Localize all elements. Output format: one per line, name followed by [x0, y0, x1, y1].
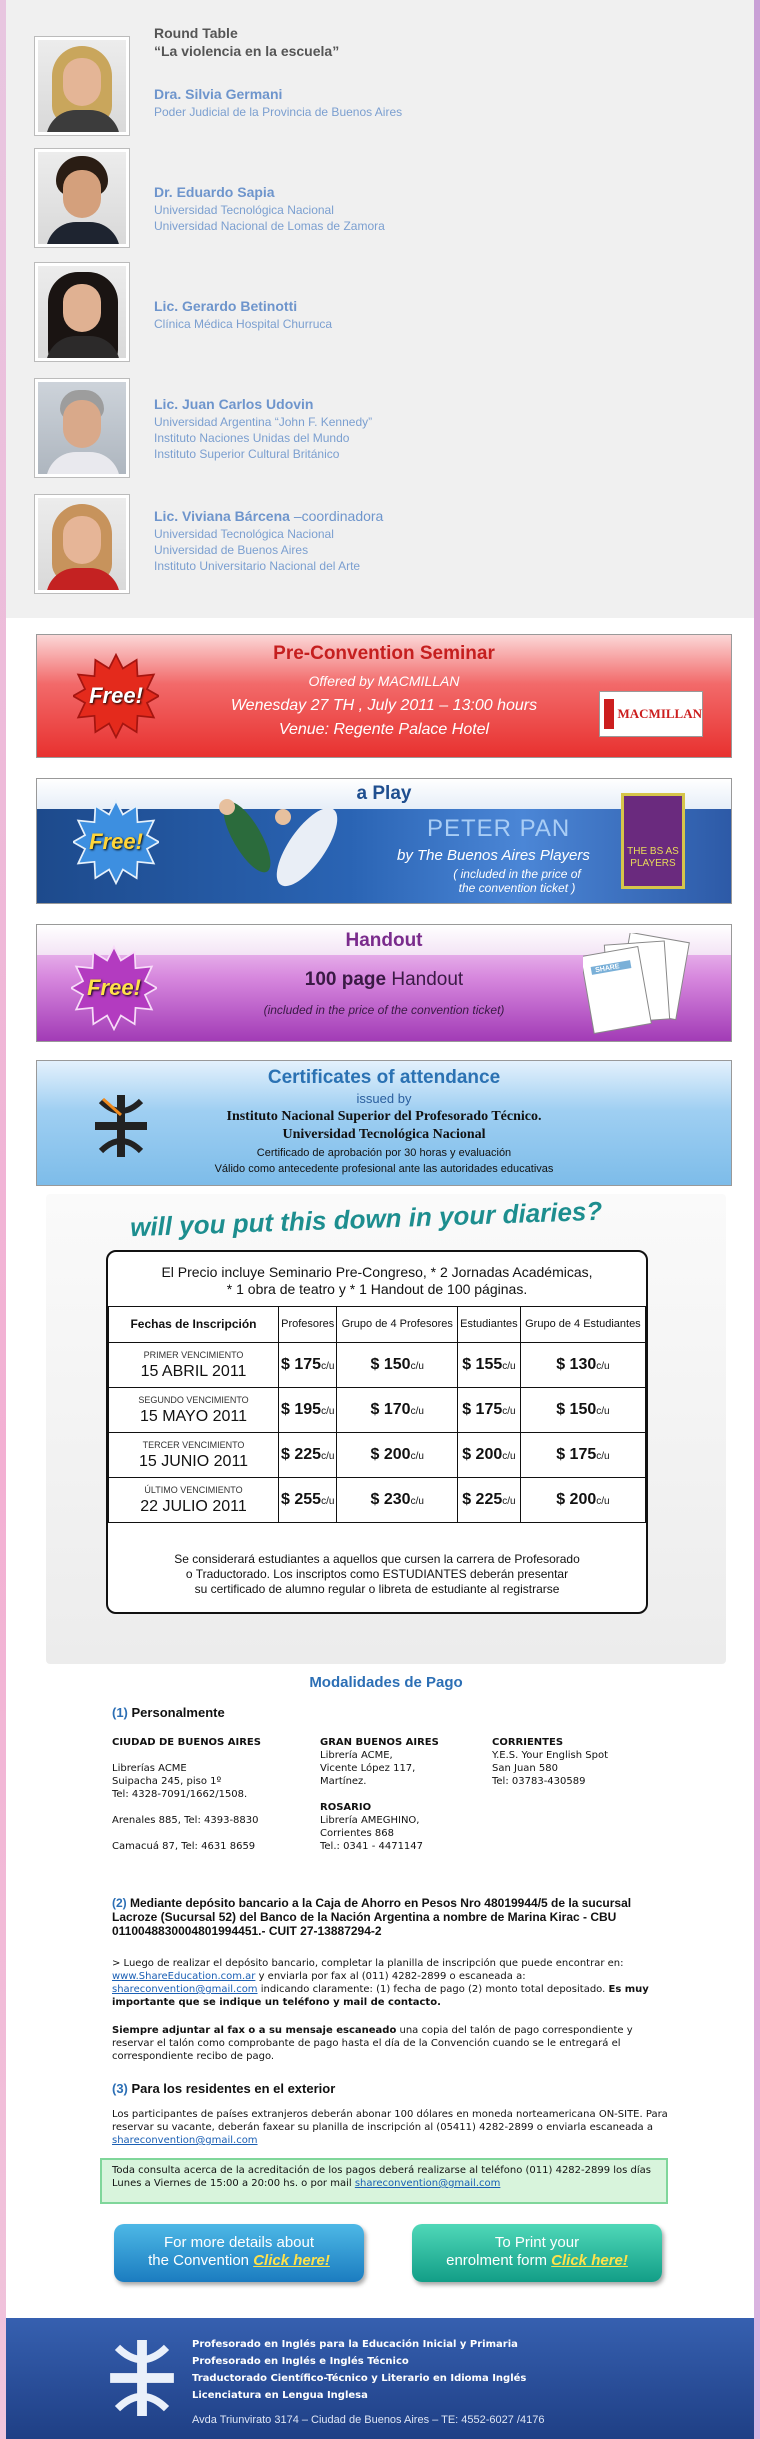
right-edge-decoration: [754, 0, 760, 2439]
speaker-name: Dr. Eduardo Sapia: [154, 184, 275, 200]
speaker-photo-udovin: [34, 378, 130, 478]
handout-banner: [36, 924, 732, 1042]
handout-cover-text: SHARE: [594, 963, 621, 975]
payment-method-2: (2) Mediante depósito bancario a la Caja de Ahorro en Pesos Nro 48019944/5 de la sucursal Lacroze (Sucursal 52) del Banco de la Nación Argentina a nombre de Marina Kirac - CBU 0110048830004801994451.- CUIT 27-13887294-2: [112, 1896, 632, 1938]
speaker-affiliation: Universidad Argentina “John F. Kennedy”: [154, 415, 373, 429]
speaker-info-sapia: [154, 184, 385, 234]
foreign-residents-instructions: Los participantes de países extranjeros deberán abonar 100 dólares en moneda norteamericana ON-SITE. Para reservar su vacante, deberán faxear su planilla de inscripción al (05411) 4282-2899 o enviarla escaneada a shareconvention@gmail.com: [112, 2109, 668, 2146]
speaker-name: Dra. Silvia Germani: [154, 86, 283, 102]
price-cell: $ 225c/u: [458, 1478, 521, 1523]
seminar-banner: [36, 634, 732, 758]
play-title: PETER PAN: [427, 815, 571, 842]
seminar-date: Wenesday 27 TH , July 2011 – 13:00 hours: [230, 697, 538, 714]
certificates-banner: [36, 1060, 732, 1186]
macmillan-logo: MACMILLAN: [599, 691, 703, 737]
round-table-subtitle: “La violencia en la escuela”: [154, 43, 340, 59]
table-header-row: [109, 1307, 646, 1343]
round-table-title: Round Table: [154, 25, 238, 41]
price-cell: $ 255c/u: [279, 1478, 337, 1523]
speaker-name: Lic. Juan Carlos Udovin: [154, 396, 314, 412]
share-education-link[interactable]: www.ShareEducation.com.ar: [112, 1971, 256, 1982]
peter-pan-illustration: [187, 787, 377, 901]
play-banner: [36, 778, 732, 904]
speaker-info-udovin: [154, 396, 372, 462]
column-header: Grupo de 4 Estudiantes: [520, 1307, 645, 1343]
column-header: Estudiantes: [458, 1307, 521, 1343]
contact-note-box: Toda consulta acerca de la acreditación de los pagos deberá realizarse al teléfono (011) 4282-2899 los días Lunes a Viernes de 15:00 a 20:00 hs. o por mail shareconvention@gmail.com: [100, 2158, 668, 2204]
payment-heading: Modalidades de Pago: [309, 1674, 463, 1691]
handout-included: (included in the price of the convention ticket): [263, 1003, 505, 1017]
speaker-info-barcena: [154, 508, 383, 574]
deadline-cell: PRIMER VENCIMIENTO 15 ABRIL 2011: [109, 1343, 279, 1388]
pricing-intro: El Precio incluye Seminario Pre-Congreso, * 2 Jornadas Académicas, * 1 obra de teatro y * 1 Handout de 100 páginas.: [161, 1264, 593, 1297]
speaker-affiliation: Poder Judicial de la Provincia de Buenos Aires: [154, 105, 403, 119]
speaker-info-germani: [154, 86, 402, 120]
store-list-corrientes: CORRIENTES Y.E.S. Your English Spot San Juan 580 Tel: 03783-430589: [492, 1737, 609, 1787]
pricing-table: [108, 1306, 646, 1523]
price-cell: $ 150c/u: [520, 1388, 645, 1433]
payment-method-1: (1) Personalmente: [112, 1705, 225, 1720]
speaker-affiliation: Instituto Naciones Unidas del Mundo: [154, 431, 350, 445]
free-label: Free!: [89, 683, 143, 708]
deadline-cell: TERCER VENCIMIENTO 15 JUNIO 2011: [109, 1433, 279, 1478]
certificates-institute: Instituto Nacional Superior del Profesorado Técnico.: [226, 1109, 542, 1124]
store-list-gba: GRAN BUENOS AIRES Librería ACME, Vicente López 117, Martínez. ROSARIO Librería AMEGHINO, Corrientes 868 Tel.: 0341 - 4471147: [320, 1737, 439, 1852]
utn-logo: [110, 2340, 174, 2416]
free-starburst: [73, 799, 159, 885]
speaker-affiliation: Universidad Nacional de Lomas de Zamora: [154, 219, 385, 233]
students-note: Se considerará estudiantes a aquellos que cursen la carrera de Profesorado o Traductorado. Los inscriptos como ESTUDIANTES deberán presentar su certificado de alumno regular o libreta de estudiante al registrarse: [174, 1552, 580, 1596]
price-cell: $ 175c/u: [520, 1433, 645, 1478]
table-row: [109, 1388, 646, 1433]
print-enrolment-button[interactable]: To Print your enrolment form Click here!: [412, 2224, 662, 2282]
free-label: Free!: [89, 829, 143, 854]
click-here-link[interactable]: Click here!: [253, 2252, 330, 2269]
speaker-affiliation: Clínica Médica Hospital Churruca: [154, 317, 333, 331]
price-cell: $ 130c/u: [520, 1343, 645, 1388]
pricing-card: [106, 1250, 648, 1614]
speaker-affiliation: Universidad de Buenos Aires: [154, 543, 309, 557]
price-cell: $ 170c/u: [337, 1388, 458, 1433]
handout-heading: Handout: [345, 930, 423, 951]
price-cell: $ 200c/u: [458, 1433, 521, 1478]
email-link[interactable]: shareconvention@gmail.com: [112, 1984, 258, 1995]
speaker-affiliation: Universidad Tecnológica Nacional: [154, 203, 334, 217]
free-label: Free!: [87, 975, 141, 1000]
speaker-photo-germani: [34, 36, 130, 136]
price-cell: $ 175c/u: [458, 1388, 521, 1433]
price-cell: $ 225c/u: [279, 1433, 337, 1478]
price-cell: $ 195c/u: [279, 1388, 337, 1433]
speaker-info-betinotti: [154, 298, 332, 332]
email-link[interactable]: shareconvention@gmail.com: [354, 2178, 501, 2189]
round-table-section: [6, 0, 754, 618]
convention-details-button[interactable]: For more details about the Convention Click here!: [114, 2224, 364, 2282]
attach-receipt-instructions: Siempre adjuntar al fax o a su mensaje escaneado una copia del talón de pago correspondiente y reservar el talón como comprobante de pago hasta el día de la Convención cuando se le entregará el correspondiente recibo de pago.: [112, 2025, 633, 2062]
pricing-section: [46, 1194, 726, 1664]
footer-programs: Profesorado en Inglés para la Educación Inicial y Primaria Profesorado en Inglés e Inglés Técnico Traductorado Científico-Técnico y Literario en Idioma Inglés Licenciatura en Lengua Inglesa: [192, 2339, 527, 2401]
speaker-affiliation: Instituto Universitario Nacional del Arte: [154, 559, 361, 573]
play-heading: a Play: [356, 783, 412, 804]
speaker-photo-sapia: [34, 148, 130, 248]
certificates-validity: Válido como antecedente profesional ante las autoridades educativas: [214, 1163, 554, 1175]
certificates-university: Universidad Tecnológica Nacional: [282, 1127, 486, 1142]
deadline-cell: SEGUNDO VENCIMIENTO 15 MAYO 2011: [109, 1388, 279, 1433]
price-cell: $ 155c/u: [458, 1343, 521, 1388]
handout-pages-image: [583, 933, 695, 1035]
round-table-heading: [154, 24, 339, 60]
click-here-link[interactable]: Click here!: [551, 2252, 628, 2269]
certificates-heading: Certificates of attendance: [267, 1067, 501, 1088]
table-row: [109, 1478, 646, 1523]
certificates-hours: Certificado de aprobación por 30 horas y evaluación: [256, 1147, 512, 1159]
column-header: Fechas de Inscripción: [109, 1307, 279, 1343]
price-cell: $ 175c/u: [279, 1343, 337, 1388]
speaker-name: Lic. Gerardo Betinotti: [154, 298, 298, 314]
play-company: by The Buenos Aires Players: [397, 847, 590, 864]
seminar-offered: Offered by MACMILLAN: [308, 673, 460, 689]
handout-pages: 100 page Handout: [304, 969, 464, 990]
payment-method-3: (3) Para los residentes en el exterior: [112, 2081, 336, 2096]
speaker-affiliation: Universidad Tecnológica Nacional: [154, 527, 334, 541]
price-cell: $ 230c/u: [337, 1478, 458, 1523]
speaker-affiliation: Instituto Superior Cultural Británico: [154, 447, 340, 461]
column-header: Grupo de 4 Profesores: [337, 1307, 458, 1343]
bs-as-players-logo: THE BS AS PLAYERS: [621, 793, 685, 889]
speaker-photo-betinotti: [34, 262, 130, 362]
table-row: [109, 1433, 646, 1478]
footer-address: Avda Triunvirato 3174 – Ciudad de Buenos Aires – TE: 4552-6027 /4176: [192, 2414, 545, 2426]
pricing-headline: will you put this down in your diaries?: [129, 1195, 603, 1243]
certificates-issued: issued by: [356, 1091, 412, 1106]
speaker-photo-barcena: [34, 494, 130, 594]
footer: [6, 2318, 754, 2439]
email-link[interactable]: shareconvention@gmail.com: [112, 2135, 258, 2146]
store-list-caba: CIUDAD DE BUENOS AIRES Librerías ACME Suipacha 245, piso 1º Tel: 4328-7091/1662/1508. Arenales 885, Tel: 4393-8830 Camacuá 87, Tel: 4631 8659: [112, 1737, 261, 1852]
seminar-venue: Venue: Regente Palace Hotel: [278, 721, 490, 738]
deadline-cell: ÚLTIMO VENCIMIENTO 22 JULIO 2011: [109, 1478, 279, 1523]
price-cell: $ 150c/u: [337, 1343, 458, 1388]
price-cell: $ 200c/u: [520, 1478, 645, 1523]
seminar-heading: Pre-Convention Seminar: [273, 643, 495, 664]
play-included: ( included in the price of the convention ticket ): [453, 867, 581, 895]
deposit-instructions: > Luego de realizar el depósito bancario, completar la planilla de inscripción que puede encontrar en: www.ShareEducation.com.ar y enviarla por fax al (011) 4282-2899 o escaneada a: shareconvention@gmail.com indicando claramente: (1) fecha de pago (2) monto total depositado. Es muy importante que se indique un teléfono y mail de contacto.: [112, 1958, 649, 2008]
table-row: [109, 1343, 646, 1388]
speaker-role: –coordinadora: [289, 508, 384, 524]
speaker-name: Lic. Viviana Bárcena –coordinadora: [154, 508, 384, 524]
column-header: Profesores: [279, 1307, 337, 1343]
price-cell: $ 200c/u: [337, 1433, 458, 1478]
